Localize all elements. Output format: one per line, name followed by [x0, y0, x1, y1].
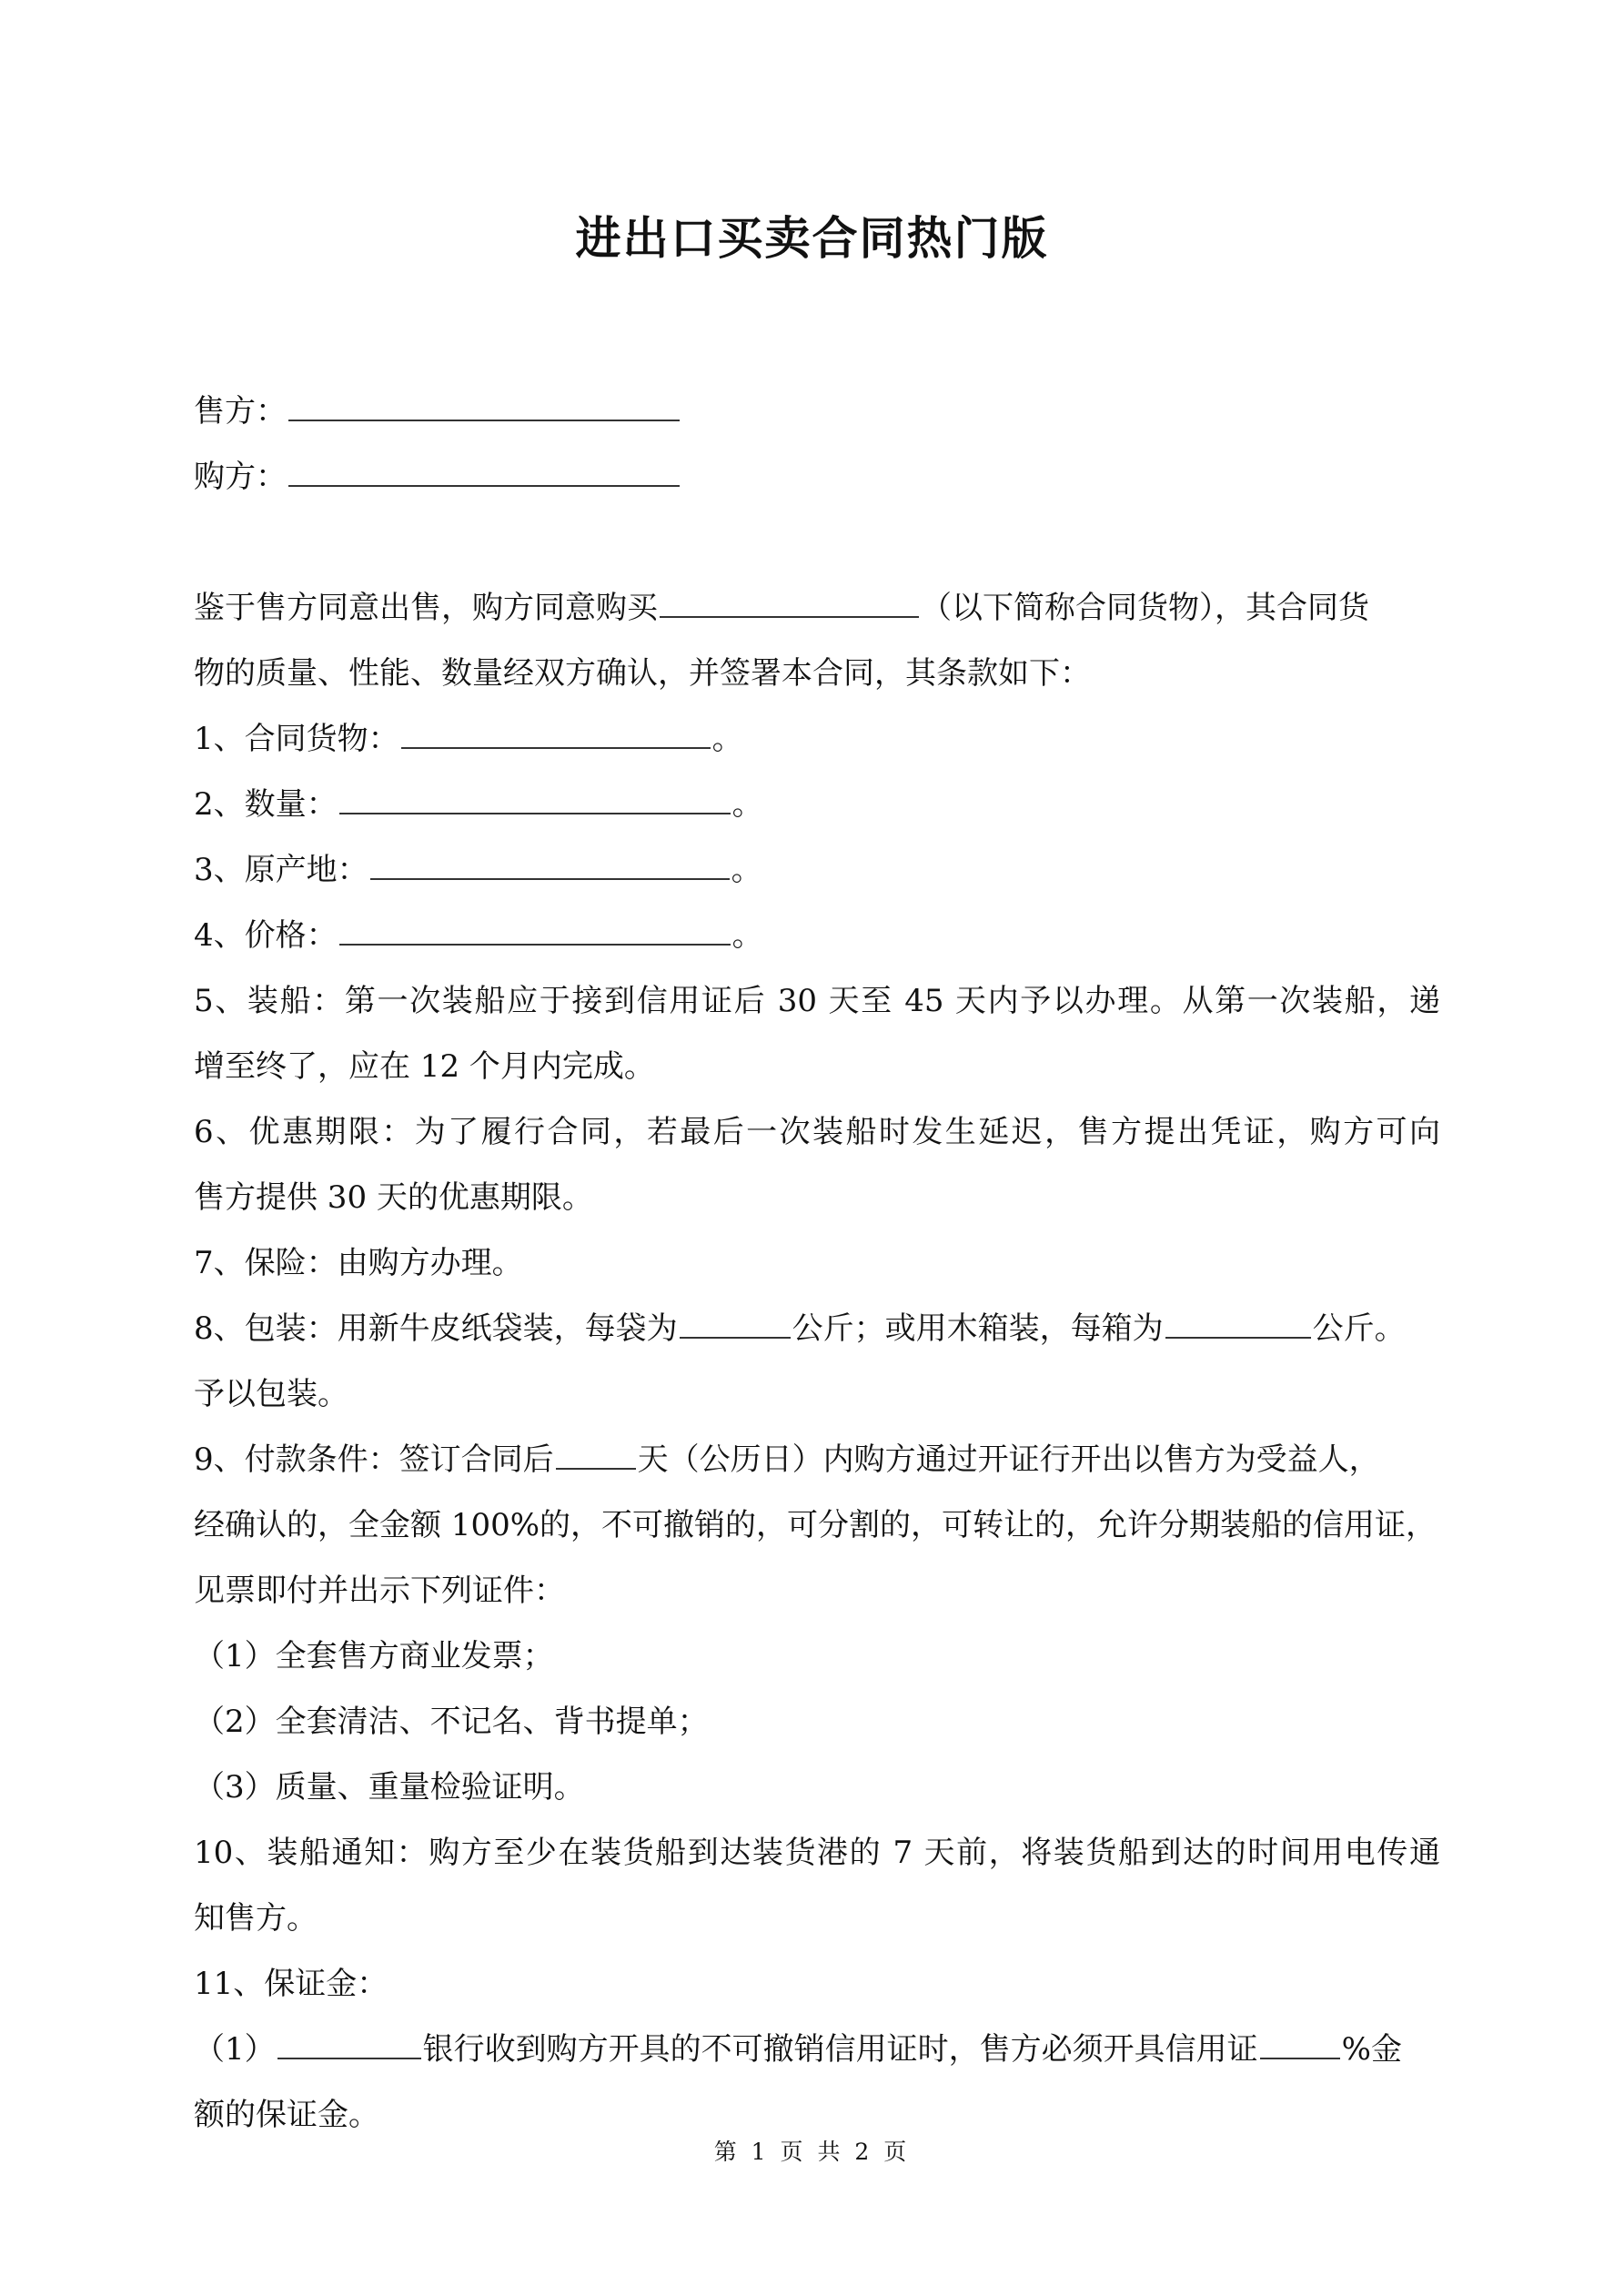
- item-3-blank: [370, 853, 730, 880]
- item-10-line-1: 10、装船通知：购方至少在装货船到达装货港的 7 天前，将装货船到达的时间用电传通: [194, 1835, 1440, 1871]
- item-3: [194, 837, 1440, 903]
- item-5-line-1: 5、装船：第一次装船应于接到信用证后 30 天至 45 天内予以办理。从第一次装船，递: [194, 983, 1440, 1019]
- item-9-line-1: [194, 1427, 1440, 1492]
- item-2-blank: [339, 787, 731, 814]
- item-8-line-2: 予以包装。: [194, 1376, 348, 1412]
- item-1-label: 1、合同货物：: [194, 721, 399, 757]
- item-11-sub-1-line-1: [194, 2017, 1440, 2082]
- intro-text: 鉴于售方同意出售，购方同意购买: [194, 590, 658, 626]
- goods-blank: [660, 591, 919, 618]
- buyer-label: 购方：: [194, 459, 287, 495]
- item-11-sub-1-line-2: 额的保证金。: [194, 2097, 379, 2133]
- item-6-line-1: 6、优惠期限：为了履行合同，若最后一次装船时发生延迟，售方提出凭证，购方可向: [194, 1114, 1440, 1150]
- buyer-blank: [288, 460, 680, 487]
- period: 。: [731, 786, 763, 823]
- box-weight-blank: [1165, 1311, 1311, 1339]
- item-11: 11、保证金：: [194, 1966, 388, 2002]
- bank-blank: [277, 2032, 421, 2059]
- page-title: 进出口买卖合同热门版: [575, 211, 1049, 265]
- item-9-text-a: 9、付款条件：签订合同后: [194, 1441, 554, 1478]
- item-8-text-c: 公斤。: [1312, 1310, 1406, 1347]
- period: 。: [711, 721, 743, 757]
- buyer-line: [194, 444, 1440, 510]
- item-1: [194, 706, 1440, 772]
- item-9-text-b: 天（公历日）内购方通过开证行开出以售方为受益人，: [637, 1441, 1380, 1478]
- seller-blank: [288, 394, 680, 421]
- contract-body: [194, 379, 1440, 2148]
- page-footer: 第 1 页 共 2 页: [713, 2139, 911, 2165]
- item-11-sub-1-text: 银行收到购方开具的不可撤销信用证时，售方必须开具信用证: [422, 2031, 1258, 2068]
- item-7: 7、保险：由购方办理。: [194, 1245, 523, 1281]
- days-blank: [556, 1442, 636, 1470]
- item-9-sub-1: （1）全套售方商业发票；: [194, 1638, 554, 1674]
- item-2: [194, 772, 1440, 837]
- period: 。: [731, 917, 763, 954]
- intro-line-1: [194, 575, 1440, 641]
- item-8-line-1: [194, 1296, 1440, 1361]
- item-11-sub-1-suffix: %金: [1341, 2031, 1402, 2068]
- item-6-line-2: 售方提供 30 天的优惠期限。: [194, 1179, 593, 1216]
- period: 。: [731, 852, 762, 888]
- item-8-text-a: 8、包装：用新牛皮纸袋装，每袋为: [194, 1310, 678, 1347]
- item-8-text-b: 公斤；或用木箱装，每箱为: [792, 1310, 1164, 1347]
- item-9-sub-3: （3）质量、重量检验证明。: [194, 1769, 585, 1805]
- item-2-label: 2、数量：: [194, 786, 338, 823]
- bag-weight-blank: [680, 1311, 791, 1339]
- item-11-sub-1-prefix: （1）: [194, 2031, 276, 2068]
- seller-label: 售方：: [194, 393, 287, 430]
- item-4-label: 4、价格：: [194, 917, 338, 954]
- seller-line: [194, 379, 1440, 444]
- item-5-line-2: 增至终了，应在 12 个月内完成。: [194, 1048, 655, 1085]
- percent-blank: [1260, 2032, 1340, 2059]
- item-9-sub-2: （2）全套清洁、不记名、背书提单；: [194, 1704, 709, 1740]
- intro-text-cont: （以下简称合同货物），其合同货: [921, 590, 1369, 626]
- item-3-label: 3、原产地：: [194, 852, 368, 888]
- item-4: [194, 903, 1440, 968]
- item-9-line-3: 见票即付并出示下列证件：: [194, 1573, 565, 1609]
- item-4-blank: [339, 918, 731, 946]
- item-9-line-2: 经确认的，全金额 100%的，不可撤销的，可分割的，可转让的，允许分期装船的信用证，: [194, 1507, 1437, 1543]
- item-10-line-2: 知售方。: [194, 1900, 318, 1937]
- intro-line-2: 物的质量、性能、数量经双方确认，并签署本合同，其条款如下：: [194, 655, 1091, 692]
- item-1-blank: [401, 722, 711, 749]
